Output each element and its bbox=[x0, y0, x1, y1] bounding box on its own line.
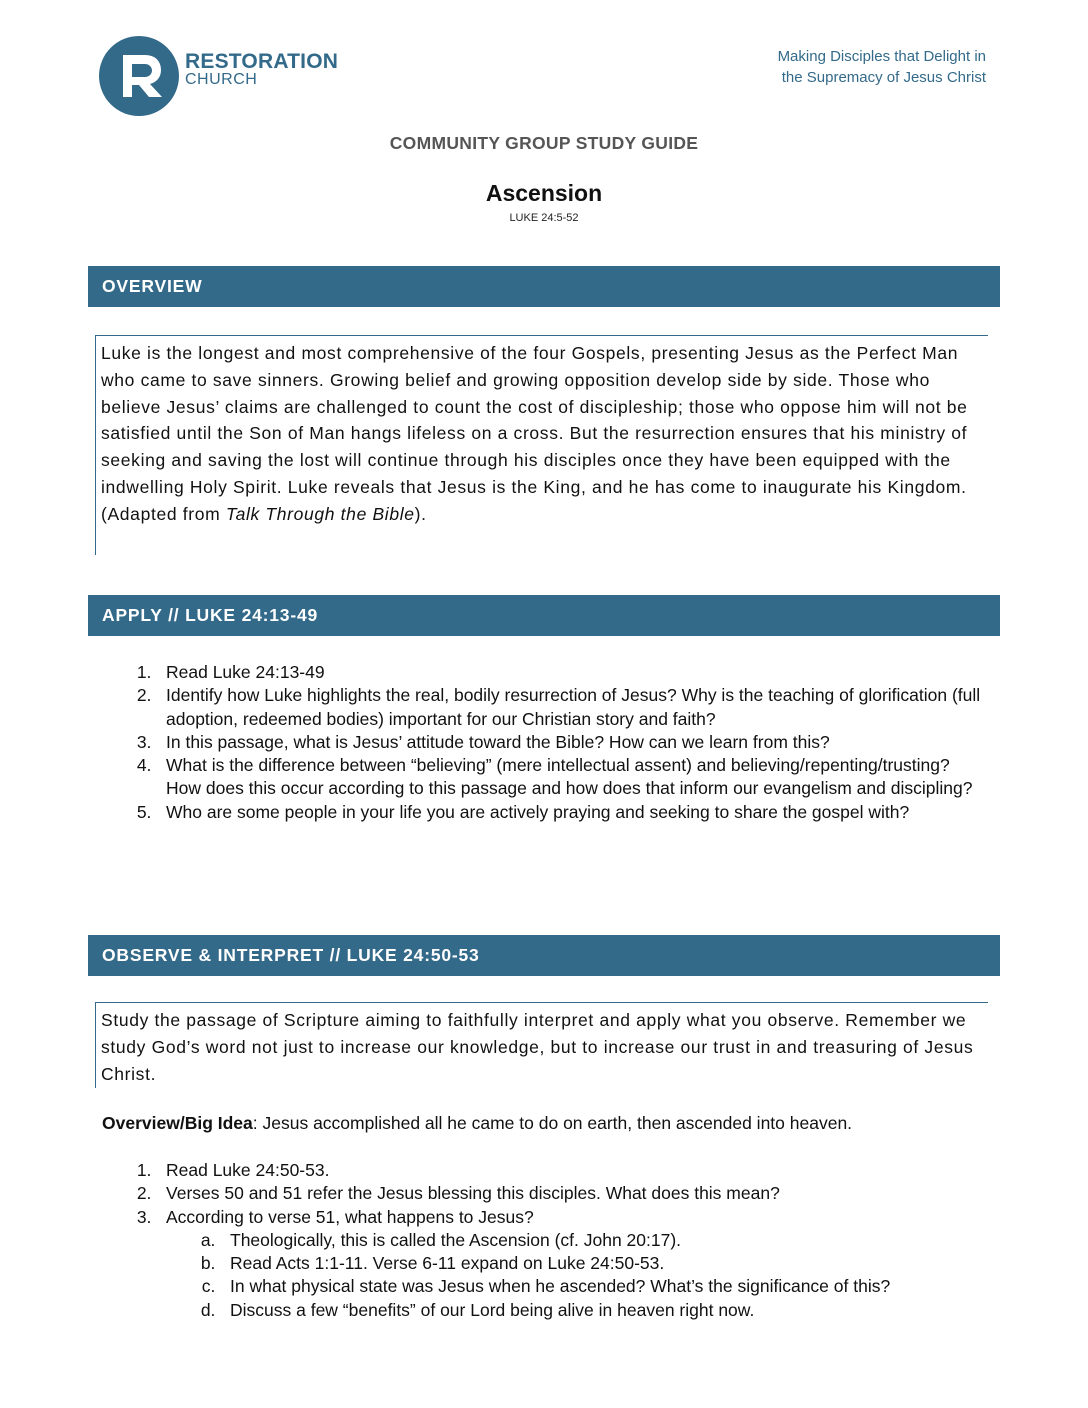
sub-question-list bbox=[166, 1229, 986, 1322]
big-idea-text: : Jesus accomplished all he came to do on earth, then ascended into heaven. bbox=[252, 1113, 853, 1133]
overview-text-main: Luke is the longest and most comprehensive of the four Gospels, presenting Jesus as the Perfect Man who came to save sinners. Growing belief and growing opposition develop side by side. Those who believe Jesus’ claims are challenged to count the cost of discipleship; those who oppose him will not be satisfied until the Son of Man hangs lifeless on a cross. But the resurrection ensures that his ministry of seeking and saving the lost will continue through his disciples once they have been equipped with the indwelling Holy Spirit. Luke reveals that Jesus is the King, and he has come to inaugurate his Kingdom. (Adapted from bbox=[101, 343, 968, 524]
list-item: 3. In this passage, what is Jesus’ attitude toward the Bible? How can we learn from this? bbox=[166, 731, 986, 754]
sub-list-item: c. In what physical state was Jesus when he ascended? What’s the significance of this? bbox=[230, 1275, 986, 1298]
list-item: 1. Read Luke 24:50-53. bbox=[166, 1159, 986, 1182]
big-idea-label: Overview/Big Idea bbox=[102, 1113, 253, 1133]
observe-heading: OBSERVE & INTERPRET // LUKE 24:50-53 bbox=[88, 935, 1000, 976]
observe-intro: Study the passage of Scripture aiming to faithfully interpret and apply what you observe. Remember we study God’s word not just to increase our knowledge, but to increase our trust in and treasuring of Jesus Christ. bbox=[95, 1002, 988, 1088]
church-logo bbox=[99, 36, 419, 118]
sub-list-item: b. Read Acts 1:1-11. Verse 6-11 expand on Luke 24:50-53. bbox=[230, 1252, 986, 1275]
sub-list-item: d. Discuss a few “benefits” of our Lord being alive in heaven right now. bbox=[230, 1299, 986, 1322]
apply-heading: APPLY // LUKE 24:13-49 bbox=[88, 595, 1000, 636]
overview-source-title: Talk Through the Bible bbox=[225, 503, 415, 524]
apply-question-list bbox=[102, 661, 986, 824]
tagline bbox=[778, 46, 986, 88]
list-item: 1. Read Luke 24:13-49 bbox=[166, 661, 986, 684]
tagline-line1: Making Disciples that Delight in bbox=[777, 48, 986, 65]
scripture-reference: LUKE 24:5-52 bbox=[509, 212, 579, 224]
list-item: 5. Who are some people in your life you are actively praying and seeking to share the gospel with? bbox=[166, 801, 986, 824]
guide-title: COMMUNITY GROUP STUDY GUIDE bbox=[389, 133, 699, 153]
list-item bbox=[166, 1206, 986, 1322]
list-item-text: According to verse 51, what happens to Jesus? bbox=[166, 1206, 534, 1227]
big-idea bbox=[102, 1113, 852, 1134]
logo-wordmark-line1: RESTORATION bbox=[185, 50, 339, 73]
page-title: Ascension bbox=[485, 180, 603, 206]
list-item: 2. Verses 50 and 51 refer the Jesus blessing this disciples. What does this mean? bbox=[166, 1182, 986, 1205]
overview-text-end: ). bbox=[414, 503, 427, 524]
overview-heading: OVERVIEW bbox=[88, 266, 1000, 307]
overview-text bbox=[95, 335, 988, 555]
sub-list-item: a. Theologically, this is called the Ascension (cf. John 20:17). bbox=[230, 1229, 986, 1252]
tagline-line2: the Supremacy of Jesus Christ bbox=[781, 69, 986, 86]
observe-question-list bbox=[102, 1159, 986, 1322]
logo-wordmark-line2: CHURCH bbox=[185, 71, 258, 88]
list-item: 4. What is the difference between “believing” (mere intellectual assent) and believing/repenting/trusting? How does this occur according to this passage and how does that inform our evangelism and discipling? bbox=[166, 754, 986, 801]
logo-r-mark-icon bbox=[99, 36, 179, 116]
list-item: 2. Identify how Luke highlights the real, bodily resurrection of Jesus? Why is the teaching of glorification (full adoption, redeemed bodies) important for our Christian story and faith? bbox=[166, 684, 986, 731]
